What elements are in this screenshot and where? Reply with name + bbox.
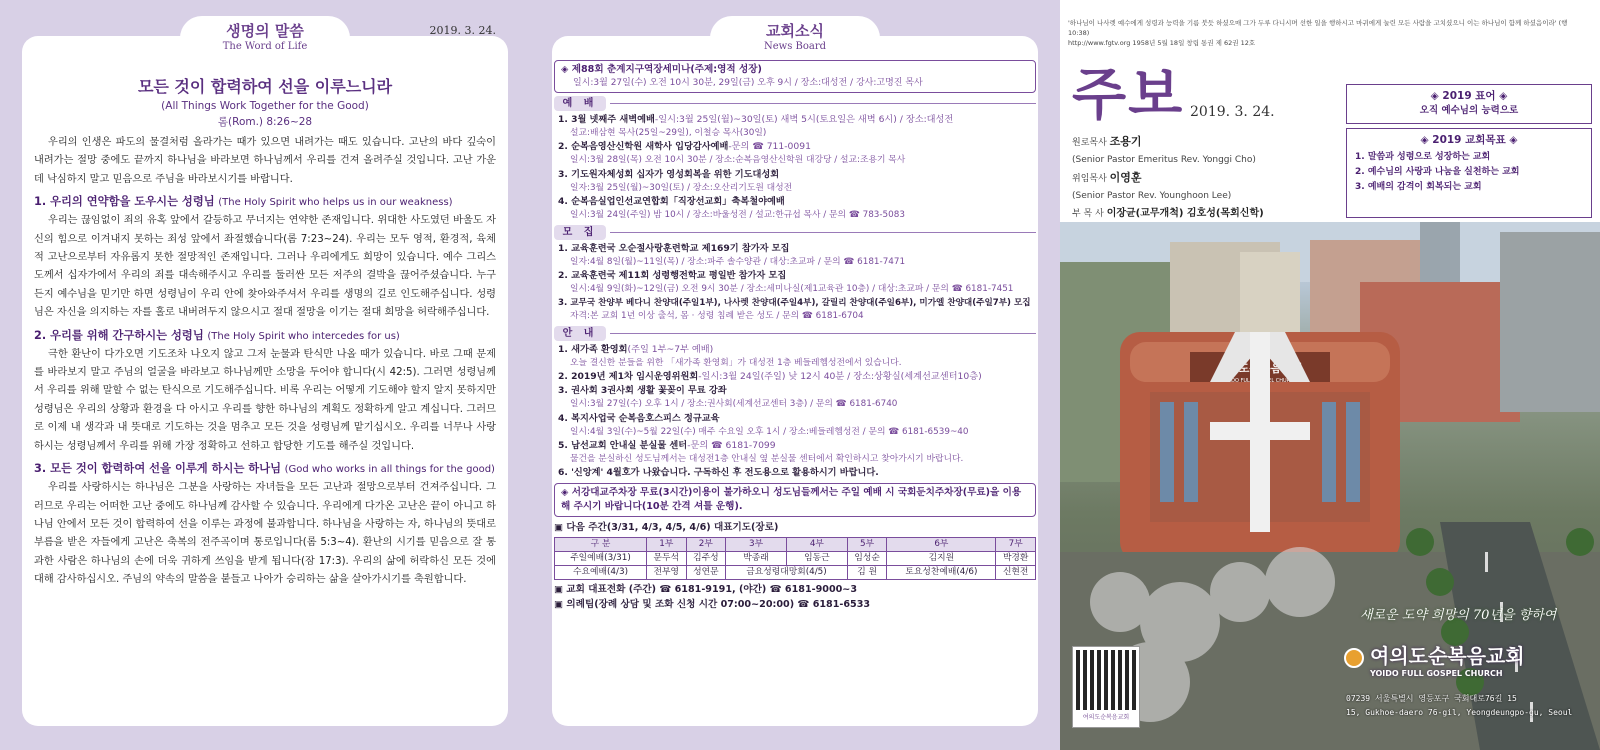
- sermon-body: [34, 76, 496, 590]
- church-phone: ▣ 교회 대표전화 (주간) ☎ 6181-9191, (야간) ☎ 6181-9000~3: [554, 584, 858, 596]
- church-sign-en: YOIDO FULL CHURCH: [1222, 378, 1298, 384]
- bulletin-date: 2019. 3. 24.: [1190, 104, 1275, 120]
- section-label: 예 배: [554, 96, 606, 111]
- sermon-date: 2019. 3. 24.: [429, 24, 496, 37]
- bulletin-masthead: 주보: [1072, 63, 1185, 128]
- sermon-tab-subtitle: The Word of Life: [222, 41, 308, 52]
- table-cell: 4부: [786, 538, 847, 552]
- pastor-list: 원로목사 조용기 (Senior Pastor Emeritus Rev. Yonggi Cho) 위임목사 이영훈 (Senior Pastor Rev. Younghoon Lee) 부 목 사 이장균(교무개척) 김호성(목회신학): [1072, 135, 1264, 219]
- news-tab-subtitle: News Board: [763, 41, 827, 52]
- seminar-notice: [554, 60, 1036, 93]
- prayer-schedule-title: ▣ 다음 주간(3/31, 4/3, 4/5, 4/6) 대표기도(장로): [554, 522, 779, 534]
- news-tab-title: 교회소식: [766, 22, 824, 40]
- list-item: 3. 교무국 찬양부 베다니 찬양대(주일1부), 나사렛 찬양대(주일4부), 갈릴리 찬양대(주일6부), 미가엘 찬양대(주일7부) 모집 자격:본 교회 1년 이상 출석, 몸 · 성령 침례 받은 성도 / 문의 ☎ 6181-6704: [558, 298, 1031, 322]
- church-brand: 여의도순복음교회 YOIDO FULL GOSPEL CHURCH: [1370, 644, 1525, 678]
- news-tab: [710, 16, 880, 58]
- section-recruit: [554, 225, 1036, 240]
- table-cell: 신현전: [996, 566, 1036, 580]
- table-cell: 3부: [726, 538, 787, 552]
- list-item: 3. 기도원자체성회 십자가 영성회복을 위한 기도대성회 일자:3월 25일(월)~30일(토) / 장소:오산리기도원 대성전: [558, 168, 793, 193]
- table-cell: 7부: [996, 538, 1036, 552]
- table-cell: 5부: [847, 538, 887, 552]
- sermon-heading-3: 3. 모든 것이 합력하여 선을 이루게 하시는 하나님 (God who works in all things for the good): [34, 462, 495, 476]
- table-cell: 수요예배(4/3): [555, 566, 647, 580]
- table-cell: 2부: [686, 538, 726, 552]
- table-cell: 전부영: [647, 566, 687, 580]
- table-cell: 주일예배(3/31): [555, 552, 647, 566]
- table-cell: 임성순: [847, 552, 887, 566]
- list-item: 4. 복지사업국 순복음호스피스 정규교육 일시:4월 3일(수)~5월 22일(수) 매주 수요일 오후 1시 / 장소:베들레헴성전 / 문의 ☎ 6181-6539~40: [558, 412, 969, 437]
- parking-text: ◈ 서강대교주차장 무료(3시간)이용이 불가하오니 성도님들께서는 주일 예배 시 국회둔치주차장(무료)을 이용해 주시기 바랍니다(10분 간격 셔틀 운행).: [561, 487, 1022, 513]
- sermon-paragraph-1: 우리는 끊임없이 죄의 유혹 앞에서 갈등하고 무너지는 연약한 존재입니다. 위대한 사도였던 바울도 자신의 힘으로 이겨내지 못하는 죄성 앞에서 좌절했습니다(롬 7:23~24). 우리는 모두 영적, 환경적, 육체적 고난으로부터 자유롭지 못한 절망적인 존재입니다. 그러나 우리에게도 희망이 있습니다. 예수 그리스도께서 십자가에서 우리의 죄를 대속해주시고 우리를 둘러싼 모든 저주의 결박을 끊어주셨습니다. 누구든지 예수님을 믿기만 하면 성령님이 우리 안에 찾아와주셔서 우리를 생명의 길로 인도해주십니다. 성령님은 자신을 의지하는 자를 홀로 내버려두지 않으시고 절대 절망을 이기는 절대 희망을 허락해주십니다.: [34, 215, 496, 319]
- parking-notice: [554, 483, 1036, 517]
- sermon-reference: 롬(Rom.) 8:26~28: [217, 116, 313, 128]
- qr-caption: 여의도순복음교회: [1082, 714, 1130, 721]
- list-item: 5. 남선교회 안내실 분실물 센터-문의 ☎ 6181-7099 물건을 분실하신 성도님께서는 대성전1층 안내실 옆 분실물 센터에서 확인하시고 찾아가시기 바랍니다.: [558, 440, 964, 465]
- list-item: 4. 순복음실업인선교연합회「직장선교회」축복철야예배 일시:3월 24일(주일) 밤 10시 / 장소:바울성전 / 설교:한규섭 목사 / 문의 ☎ 783-5083: [558, 196, 905, 221]
- prayer-schedule-table: [554, 537, 1036, 580]
- qr-code[interactable]: [1072, 646, 1140, 728]
- table-cell: 김지원: [887, 552, 996, 566]
- section-notice: [554, 326, 1036, 341]
- goals-box: ◈ 2019 교회목표 ◈ 1. 말씀과 성령으로 성장하는 교회 2. 예수님의 사랑과 나눔을 실천하는 교회 3. 예배의 감격이 회복되는 교회: [1346, 128, 1592, 218]
- table-cell: 1부: [647, 538, 687, 552]
- seminar-title: ◈ 제88회 춘계지구역장세미나(주제:영적 성장): [561, 64, 762, 75]
- table-cell: 6부: [887, 538, 996, 552]
- section-label: 모 집: [554, 225, 606, 240]
- list-item: 3. 권사회 3권사회 생활 꽃꽂이 무료 강좌 일시:3월 27일(수) 오후 1시 / 장소:권사회(세계선교센터 3층) / 문의 ☎ 6181-6740: [558, 385, 898, 410]
- anniversary-slogan: 새로운 도약 희망의 70년을 향하여: [1360, 608, 1557, 623]
- sermon-title: 모든 것이 합력하여 선을 이루느니라: [137, 77, 393, 96]
- news-board-panel: [530, 0, 1060, 750]
- table-cell: 박종래: [726, 552, 787, 566]
- table-cell: 금요성령대망회(4/5): [726, 566, 848, 580]
- sermon-paragraph-2: 극한 환난이 다가오면 기도조차 나오지 않고 그저 눈물과 탄식만 나올 때가 있습니다. 바로 그때 문제를 바라보지 말고 주님의 얼굴을 바라보고 하나님께만 소망을 두어야 합니다(시 42:5). 그러면 성령님께서 우리를 위해 말할 수 없는 탄식으로 기도해주십니다. 비록 우리는 어떻게 기도해야 할지 알지 못하지만 성령님은 우리의 상황과 환경을 다 아시고 우리를 향한 하나님의 계획도 정확하게 알고 계십니다. 그러므로 이제 내 생각과 내 뜻대로 기도하는 것을 멈추고 모든 것을 성령님께 맡기십시오. 우리를 너무나 사랑하시는 성령님께서 우리를 위해 가장 정확하고 선하고 합당한 기도를 해주실 것입니다.: [34, 348, 496, 452]
- word-of-life-panel: [0, 0, 530, 750]
- table-cell: 김주성: [686, 552, 726, 566]
- table-cell: 구 분: [555, 538, 647, 552]
- church-address: 07239 서울특별시 영등포구 국회대로76길 15 15, Gukhoe-daero 76-gil, Yeongdeungpo-gu, Seoul: [1346, 694, 1573, 717]
- sermon-heading-2: 2. 우리를 위해 간구하시는 성령님 (The Holy Spirit who intercedes for us): [34, 328, 400, 342]
- list-item: 2. 순복음영산신학원 새학사 입당감사예배-문의 ☎ 711-0091 일시:3월 28일(목) 오전 10시 30분 / 장소:순복음영산신학원 대강당 / 설교:조용기 목사: [558, 141, 906, 166]
- church-logo-icon: [1344, 648, 1364, 668]
- table-cell: 문두석: [647, 552, 687, 566]
- list-item: 6. '신앙계' 4월호가 나왔습니다. 구독하신 후 전도용으로 활용하시기 바랍니다.: [558, 467, 879, 479]
- sermon-tab-title: 생명의 말씀: [226, 22, 304, 40]
- seminar-detail: 일시:3월 27일(수) 오전 10시 30분, 29일(금) 오후 9시 / 장소:대성전 / 강사:고명진 목사: [573, 78, 923, 88]
- list-item: 1. 교육훈련국 오순절사랑훈련학교 제169기 참가자 모집 일자:4월 8일(월)~11일(목) / 장소:파주 솔수양관 / 대상:초교파 / 문의 ☎ 6181-7471: [558, 242, 906, 267]
- table-cell: 박경환: [996, 552, 1036, 566]
- news-body: [554, 60, 1036, 612]
- motto-box: ◈ 2019 표어 ◈ 오직 예수님의 능력으로: [1346, 84, 1592, 124]
- list-item: 1. 3월 넷째주 새벽예배-일시:3월 25일(월)~30일(토) 새벽 5시(토요일은 새벽 6시) / 장소:대성전 설교:배삼현 목사(25일~29일), 이철승 목사(30일): [558, 114, 954, 138]
- table-cell: 성연문: [686, 566, 726, 580]
- table-cell: 임동근: [786, 552, 847, 566]
- section-worship: [554, 96, 1036, 111]
- sermon-intro: 우리의 인생은 파도의 물결처럼 올라가는 때가 있으면 내려가는 때도 있습니다. 고난의 바다 깊숙이 내려가는 절망 중에도 끝까지 하나님을 바라보면 하나님께서 우리를 건져 올려주실 것입니다. 고난 가운데 낙심하지 말고 믿음으로 주님을 바라보시기를 바랍니다.: [34, 137, 496, 185]
- cover-panel: [1060, 0, 1600, 750]
- sermon-tab: [180, 16, 350, 58]
- list-item: 2. 교육훈련국 제11회 성령행전학교 평일반 참가자 모집 일시:4월 9일(화)~12일(금) 오전 9시 30분 / 장소:세미나실(제1교육관 10층) / 대상:초교파 / 문의 ☎ 6181-7451: [558, 270, 1014, 295]
- list-item: 1. 새가족 환영회(주일 1부~7부 예배) 오늘 결신한 분들을 위한 「새가족 환영회」가 대성전 1층 베들레헴성전에서 있습니다.: [558, 343, 902, 368]
- cover-verse: '하나님이 나사렛 예수에게 성령과 능력을 기름 붓듯 하셨으매 그가 두루 다니시며 선한 일을 행하시고 마귀에게 눌린 모든 사람을 고치셨으니 이는 하나님이 함께 하셨음이라' (행 10:38) http://www.fgtv.org 1958년 5월 18일 창립 통권 제 62권 12호: [1068, 19, 1568, 47]
- list-item: 2. 2019년 제1차 임시운영위원회-일시:3월 24일(주일) 낮 12시 40분 / 장소:상황실(세계선교센터10층): [558, 371, 982, 383]
- section-label: 안 내: [554, 326, 606, 341]
- sermon-heading-1: 1. 우리의 연약함을 도우시는 성령님 (The Holy Spirit who helps us in our weakness): [34, 195, 453, 209]
- table-cell: 토요성찬예배(4/6): [887, 566, 996, 580]
- sermon-paragraph-3: 우리를 사랑하시는 하나님은 그분을 사랑하는 자녀들을 모든 고난과 절망으로부터 건져주십니다. 그러므로 우리는 어떠한 고난 중에도 하나님께 감사할 수 있습니다. 우리에게 다가온 고난은 끝이 아니고 하나님 안에서 모든 것이 합력하여 선을 이루는 과정에 불과합니다. 하나님을 사랑하는 자, 하나님의 뜻대로 부름을 받은 자들에게 고난은 축복의 전주곡이며 통로입니다(롬 5:3~4). 환난의 시기를 믿음으로 잘 통과한 사람은 하나님의 손에 더욱 귀하게 쓰임을 받게 됩니다(잠 17:3). 우리의 삶에 허락하신 모든 것에 대해 감사하십시오. 주님의 약속의 말씀을 붙들고 나아가 승리하는 삶을 살아가시기를 축원합니다.: [34, 482, 496, 586]
- funeral-contact: ▣ 의례팀(장례 상담 및 조화 신청 시간 07:00~20:00) ☎ 6181-6533: [554, 599, 871, 611]
- sermon-subtitle: (All Things Work Together for the Good): [161, 100, 369, 112]
- qr-pattern-icon: [1076, 650, 1136, 710]
- table-cell: 김 원: [847, 566, 887, 580]
